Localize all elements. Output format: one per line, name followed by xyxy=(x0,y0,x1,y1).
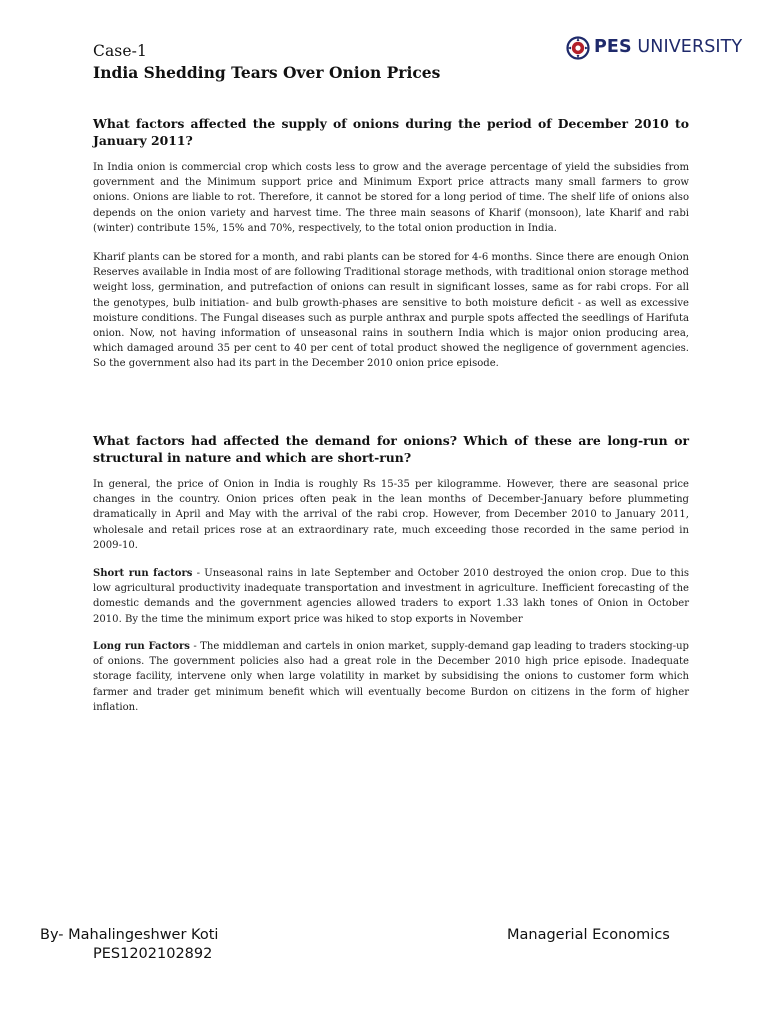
long-run-heading: Long run Factors xyxy=(93,641,190,652)
short-run-heading: Short run factors xyxy=(93,568,193,579)
footer-subject: Managerial Economics xyxy=(507,927,670,943)
case-label: Case-1 xyxy=(93,42,147,60)
paragraph-short-run xyxy=(93,566,689,627)
paragraph-demand-1: In general, the price of Onion in India is roughly Rs 15-35 per kilogramme. However, there are seasonal price changes in the country. Onion prices often peak in the lean months of December-January before plummeting dramatically in April and May with the arrival of the rabi crop. However, from December 2010 to January 2011, wholesale and retail prices rose at an extraordinary rate, much exceeding those recorded in the same period in 2009-10. xyxy=(93,479,689,551)
footer-author: By- Mahalingeshwer Koti xyxy=(40,927,219,943)
logo-text-bold: PES xyxy=(594,37,632,57)
long-run-text: - The middleman and cartels in onion market, supply-demand gap leading to traders stocking-up of onions. The government policies also had a great role in the December 2010 high price episode. Inadequate storage facility, intervene only when large volatility in market by subsidising the onions to customer form which farmer and trader get minimum benefit which will eventually become Burdon on citizens in the form of higher inflation. xyxy=(93,641,689,713)
footer-roll-number: PES1202102892 xyxy=(93,946,213,962)
pes-university-logo xyxy=(566,36,756,62)
question-demand: What factors had affected the demand for onions? Which of these are long-run or structural in nature and which are short-run? xyxy=(93,433,689,465)
case-title: India Shedding Tears Over Onion Prices xyxy=(93,63,441,82)
short-run-text: - Unseasonal rains in late September and October 2010 destroyed the onion crop. Due to this low agricultural productivity inadequate transportation and investment in agriculture. Inefficient forecasting of the domestic demands and the government agencies allowed traders to export 1.33 lakh tones of Onion in October 2010. By the time the minimum export price was hiked to stop exports in November xyxy=(93,568,689,625)
paragraph-supply-2: Kharif plants can be stored for a month, and rabi plants can be stored for 4-6 months. Since there are enough Onion Reserves available in India most of are following Traditional storage methods, with traditional onion storage method weight loss, germination, and putrefaction of onions can result in significant losses, same as for rabi crops. For all the genotypes, bulb initiation- and bulb growth-phases are sensitive to both moisture deficit - as well as excessive moisture conditions. The Fungal diseases such as purple anthrax and purple spots affected the seedlings of Harifuta onion. Now, not having information of unseasonal rains in southern India which is major onion producing area, which damaged around 35 per cent to 40 per cent of total product showed the negligence of government agencies. So the government also had its part in the December 2010 onion price episode. xyxy=(93,252,689,370)
paragraph-supply-1: In India onion is commercial crop which costs less to grow and the average percentage of yield the subsidies from government and the Minimum support price and Minimum Export price attracts many small farmers to grow onions. Onions are liable to rot. Therefore, it cannot be stored for a long period of time. The shelf life of onions also depends on the onion variety and harvest time. The three main seasons of Kharif (monsoon), late Kharif and rabi (winter) contribute 15%, 15% and 70%, respectively, to the total onion production in India. xyxy=(93,162,689,234)
logo-text-rest: UNIVERSITY xyxy=(631,37,743,57)
question-supply: What factors affected the supply of onions during the period of December 2010 to January 2011? xyxy=(93,116,689,148)
paragraph-long-run xyxy=(93,639,689,715)
logo-text xyxy=(594,37,742,57)
pes-emblem-icon xyxy=(566,36,590,60)
